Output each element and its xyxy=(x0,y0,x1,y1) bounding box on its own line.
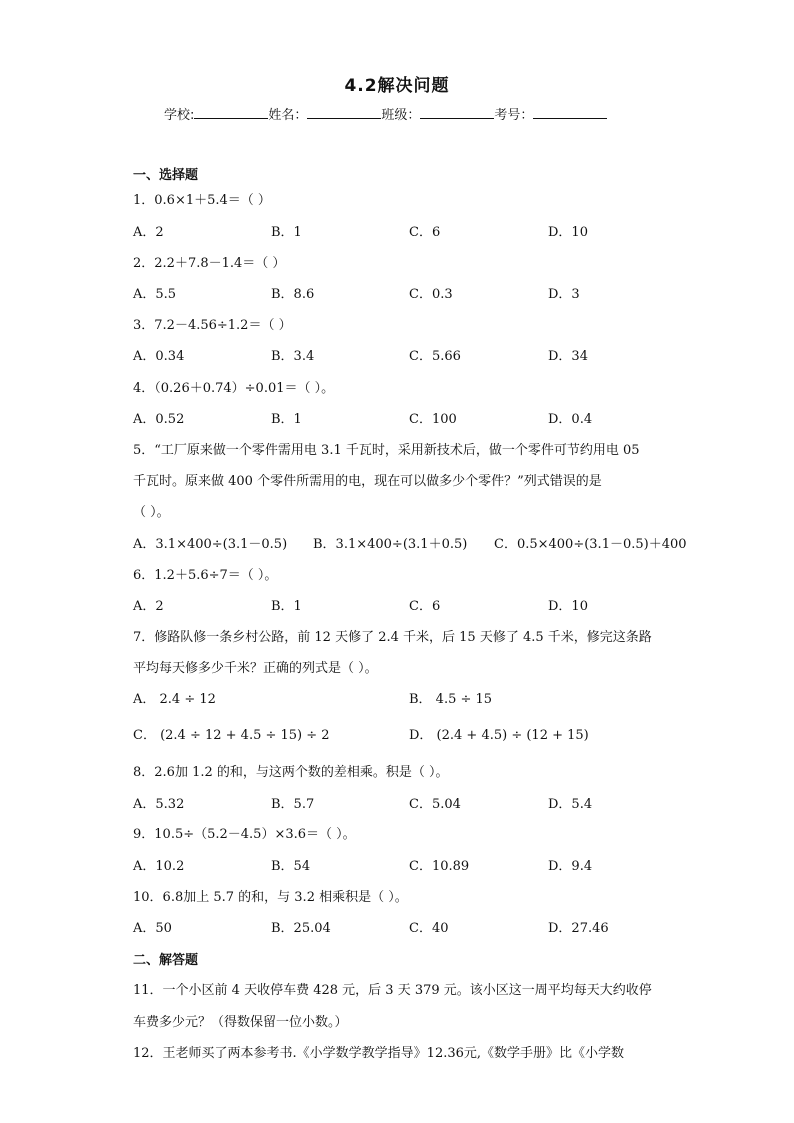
question-10-stem: 10．6.8加上 5.7 的和，与 3.2 相乘积是（ ）。 xyxy=(133,890,408,905)
question-6-option-b: B．1 xyxy=(271,599,302,614)
question-4-option-b: B．1 xyxy=(271,412,302,427)
question-4-stem: 4．（0.26＋0.74）÷0.01＝（ ）。 xyxy=(133,381,335,396)
question-10-option-c: C．40 xyxy=(409,921,449,936)
question-6-option-c: C．6 xyxy=(409,599,441,614)
question-3-option-d: D．34 xyxy=(548,349,588,364)
question-6-stem: 6．1.2＋5.6÷7＝（ ）。 xyxy=(133,568,278,583)
class-label: 班级： xyxy=(381,108,421,123)
name-field[interactable] xyxy=(307,106,381,119)
question-7-line-2: 平均每天修多少千米？正确的列式是（ ）。 xyxy=(133,661,378,676)
question-5-line-3: （ ）。 xyxy=(133,505,170,520)
question-4-option-a: A．0.52 xyxy=(133,412,185,427)
question-8-option-d: D．5.4 xyxy=(548,797,593,812)
number-label: 考号： xyxy=(494,108,534,123)
section-heading-answer: 二、解答题 xyxy=(133,953,199,968)
question-1-option-c: C．6 xyxy=(409,225,441,240)
question-9-option-d: D．9.4 xyxy=(548,859,593,874)
question-7-option-c: C． (2.4 ÷ 12 + 4.5 ÷ 15) ÷ 2 xyxy=(133,728,330,743)
page-title: 4.2解决问题 xyxy=(344,76,450,96)
question-9-option-b: B．54 xyxy=(271,859,311,874)
school-field[interactable] xyxy=(194,106,268,119)
question-10-option-d: D．27.46 xyxy=(548,921,609,936)
question-1-option-d: D．10 xyxy=(548,225,588,240)
question-8-option-c: C．5.04 xyxy=(409,797,461,812)
question-1-stem: 1．0.6×1＋5.4＝（ ） xyxy=(133,193,271,208)
question-2-stem: 2．2.2＋7.8－1.4＝（ ） xyxy=(133,256,286,271)
class-field[interactable] xyxy=(420,106,494,119)
question-2-option-a: A．5.5 xyxy=(133,287,177,302)
question-3-option-c: C．5.66 xyxy=(409,349,461,364)
question-9-stem: 9．10.5÷（5.2－4.5）×3.6＝（ ）。 xyxy=(133,827,356,842)
question-4-option-d: D．0.4 xyxy=(548,412,593,427)
question-6-option-a: A．2 xyxy=(133,599,164,614)
question-9-option-a: A．10.2 xyxy=(133,859,185,874)
question-2-option-d: D．3 xyxy=(548,287,580,302)
question-7-option-b: B． 4.5 ÷ 15 xyxy=(409,692,493,707)
name-label: 姓名： xyxy=(268,108,308,123)
question-3-option-b: B．3.4 xyxy=(271,349,315,364)
question-5-option-b: B．3.1×400÷(3.1＋0.5) xyxy=(313,537,468,552)
question-2-option-c: C．0.3 xyxy=(409,287,453,302)
question-6-option-d: D．10 xyxy=(548,599,588,614)
question-1-option-a: A．2 xyxy=(133,225,164,240)
question-11-line-2: 车费多少元？（得数保留一位小数。） xyxy=(133,1015,348,1030)
number-field[interactable] xyxy=(533,106,607,119)
question-9-option-c: C．10.89 xyxy=(409,859,470,874)
question-12-line-1: 12．王老师买了两本参考书.《小学数学教学指导》12.36元,《数学手册》比《小学数 xyxy=(133,1046,625,1061)
question-5-line-2: 千瓦时。原来做 400 个零件所需用的电，现在可以做多少个零件？”列式错误的是 xyxy=(133,474,602,489)
question-4-option-c: C．100 xyxy=(409,412,457,427)
section-heading-choice: 一、选择题 xyxy=(133,168,199,183)
question-8-option-a: A．5.32 xyxy=(133,797,185,812)
question-10-option-b: B．25.04 xyxy=(271,921,331,936)
question-10-option-a: A．50 xyxy=(133,921,172,936)
question-7-line-1: 7．修路队修一条乡村公路，前 12 天修了 2.4 千米，后 15 天修了 4.5 千米，修完这条路 xyxy=(133,630,652,645)
question-5-option-a: A．3.1×400÷(3.1－0.5) xyxy=(133,537,288,552)
question-8-stem: 8．2.6加 1.2 的和，与这两个数的差相乘。积是（ ）。 xyxy=(133,765,449,780)
student-info-row xyxy=(164,104,607,123)
question-11-line-1: 11．一个小区前 4 天收停车费 428 元，后 3 天 379 元。该小区这一周平均每天大约收停 xyxy=(133,983,652,998)
question-7-option-a: A． 2.4 ÷ 12 xyxy=(133,692,216,707)
question-5-option-c: C．0.5×400÷(3.1－0.5)＋400 xyxy=(494,537,687,552)
question-3-option-a: A．0.34 xyxy=(133,349,185,364)
school-label: 学校: xyxy=(164,108,195,123)
question-5-line-1: 5．“工厂原来做一个零件需用电 3.1 千瓦时，采用新技术后，做一个零件可节约用电 05 xyxy=(133,443,640,458)
question-1-option-b: B．1 xyxy=(271,225,302,240)
question-8-option-b: B．5.7 xyxy=(271,797,315,812)
question-3-stem: 3．7.2－4.56÷1.2＝（ ） xyxy=(133,318,292,333)
question-7-option-d: D． (2.4 + 4.5) ÷ (12 + 15) xyxy=(409,728,589,743)
question-2-option-b: B．8.6 xyxy=(271,287,315,302)
